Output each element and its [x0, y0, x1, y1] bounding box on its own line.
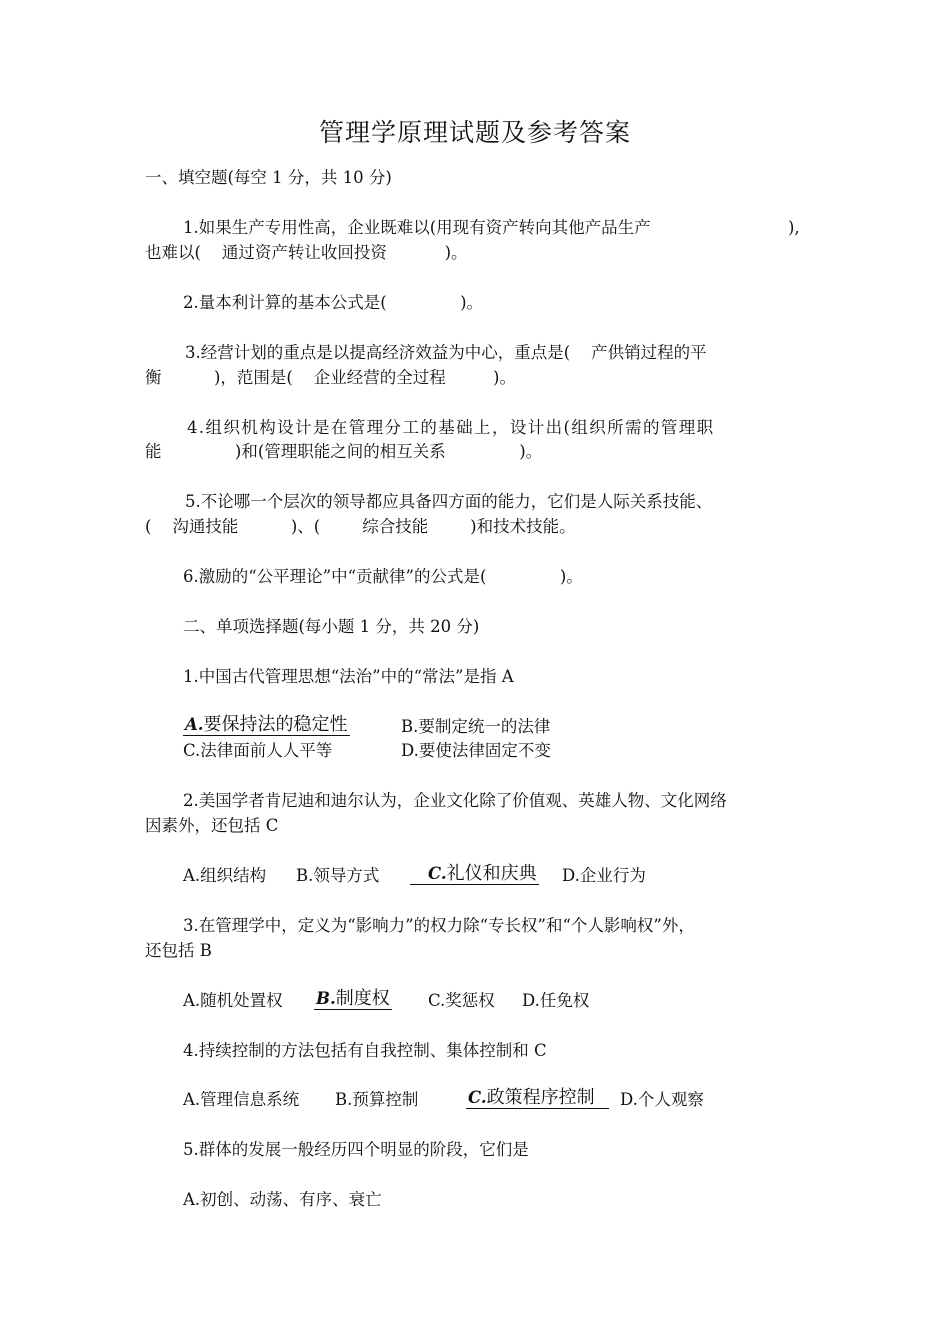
fill-q4-line2: 能 )和(管理职能之间的相互关系 )。: [145, 442, 543, 461]
choice-q3-option-d: D.任免权: [522, 991, 590, 1010]
choice-q4-option-a: A.管理信息系统: [183, 1090, 300, 1109]
choice-q3-option-c: C.奖惩权: [428, 991, 495, 1010]
choice-q3-line2: 还包括 B: [145, 941, 212, 960]
section2-heading: 二、单项选择题(每小题 1 分，共 20 分): [183, 617, 480, 636]
answer-underline: [466, 1088, 609, 1109]
option-text: 制度权: [335, 988, 390, 1009]
choice-q5-option-a: A.初创、动荡、有序、衰亡: [183, 1190, 382, 1209]
choice-q1-option-b: B.要制定统一的法律: [401, 717, 551, 736]
option-label: B.: [316, 989, 336, 1008]
option-text: 礼仪和庆典: [446, 863, 537, 884]
choice-q2-line2: 因素外，还包括 C: [145, 816, 279, 835]
choice-q1-option-d: D.要使法律固定不变: [401, 741, 551, 760]
answer-underline: [183, 715, 350, 736]
fill-q5-line1: 5.不论哪一个层次的领导都应具备四方面的能力，它们是人际关系技能、: [185, 492, 713, 511]
choice-q1-stem: 1.中国古代管理思想“法治”中的“常法”是指 A: [183, 667, 514, 686]
choice-q2-option-a: A.组织结构: [183, 866, 267, 885]
answer-underline: [410, 864, 539, 885]
fill-q3-line1: 3.经营计划的重点是以提高经济效益为中心，重点是( 产供销过程的平: [185, 343, 707, 362]
fill-q4-line1: 4.组织机构设计是在管理分工的基础上，设计出(组织所需的管理职: [187, 418, 715, 437]
fill-q1-line1a: 1.如果生产专用性高，企业既难以(用现有资产转向其他产品生产: [183, 218, 651, 237]
fill-q3-line2: 衡 )，范围是( 企业经营的全过程 )。: [145, 368, 516, 387]
option-text: 政策程序控制: [486, 1087, 595, 1108]
page-title: 管理学原理试题及参考答案: [318, 118, 631, 147]
choice-q3-line1: 3.在管理学中，定义为“影响力”的权力除“专长权”和“个人影响权”外，: [183, 916, 695, 935]
choice-q3-option-a: A.随机处置权: [183, 991, 283, 1010]
choice-q2-option-c: [410, 863, 539, 885]
fill-q6: 6.激励的“公平理论”中“贡献律”的公式是( )。: [183, 567, 583, 586]
choice-q4-stem: 4.持续控制的方法包括有自我控制、集体控制和 C: [183, 1041, 547, 1060]
fill-q2: 2.量本利计算的基本公式是( )。: [183, 293, 484, 312]
choice-q1-option-c: C.法律面前人人平等: [183, 741, 333, 760]
choice-q1-option-a: [183, 714, 350, 736]
fill-q1-line2: 也难以( 通过资产转让收回投资 )。: [145, 243, 468, 262]
fill-q1-line1b: ),: [788, 218, 800, 237]
choice-q4-option-c: [466, 1087, 609, 1109]
choice-q2-option-d: D.企业行为: [562, 866, 646, 885]
option-label: C.: [428, 864, 447, 883]
choice-q4-option-d: D.个人观察: [620, 1090, 704, 1109]
option-text: 要保持法的稳定性: [203, 714, 348, 735]
section1-heading: 一、填空题(每空 1 分，共 10 分): [145, 168, 392, 187]
choice-q3-option-b: [314, 988, 392, 1010]
option-label: A.: [185, 715, 204, 734]
choice-q2-option-b: B.领导方式: [296, 866, 380, 885]
choice-q2-line1: 2.美国学者肯尼迪和迪尔认为，企业文化除了价值观、英雄人物、文化网络: [183, 791, 727, 810]
option-label: C.: [468, 1088, 487, 1107]
fill-q5-line2: ( 沟通技能 )、( 综合技能 )和技术技能。: [145, 517, 576, 536]
choice-q4-option-b: B.预算控制: [335, 1090, 419, 1109]
choice-q5-stem: 5.群体的发展一般经历四个明显的阶段，它们是: [183, 1140, 529, 1159]
answer-underline: [314, 989, 392, 1010]
